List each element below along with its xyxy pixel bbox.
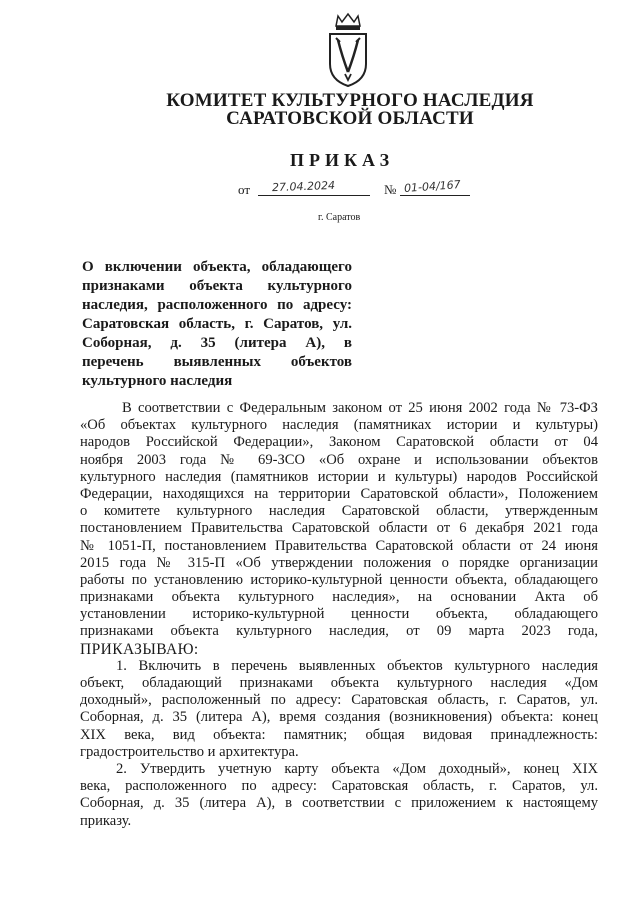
order-subject — [82, 258, 352, 391]
subject-line: Соборная, д. 35 (литера А), в — [82, 335, 352, 351]
body-line: Федерации, находящихся на территории Саратовской области», Положением — [80, 485, 598, 502]
city-label: г. Саратов — [318, 212, 361, 223]
handwritten-date: 27.04.2024 — [271, 178, 336, 195]
subject-line: признаками объекта культурного — [82, 278, 352, 294]
number-underline — [400, 195, 470, 196]
item1-line: градостроительство и архитектура. — [80, 743, 299, 760]
item1-line: Соборная, д. 35 (литера А), время создания (возникновения) объекта: конец — [80, 709, 598, 726]
subject-line: наследия, расположенного по адресу: — [82, 297, 352, 313]
item2-line: Соборная, д. 35 (литера А), в соответствии с приложением к настоящему — [80, 795, 598, 812]
body-line: В соответствии с Федеральным законом от 25 июня 2002 года № 73-ФЗ — [122, 400, 598, 416]
body-line: постановлением Правительства Саратовской области от 6 декабря 2021 года — [80, 520, 598, 537]
order-word: ПРИКАЗЫВАЮ: — [80, 640, 199, 658]
date-underline — [258, 195, 370, 196]
body-line: народов Российской Федерации», Законом Саратовской области от 04 — [80, 434, 598, 451]
handwritten-number: 01-04/167 — [403, 178, 462, 195]
subject-line: Саратовская область, г. Саратов, ул. — [82, 316, 352, 332]
organization-name-line2: САРАТОВСКОЙ ОБЛАСТИ — [226, 108, 474, 129]
body-line: признаками объекта культурного наследия, от 09 марта 2023 года, — [80, 623, 598, 640]
item2-line: 2. Утвердить учетную карту объекта «Дом доходный», конец XIX — [116, 760, 598, 777]
item2-line: века, расположенного по адресу: Саратовская область, г. Саратов, ул. — [80, 778, 598, 795]
body-line: установлении историко-культурной ценности объекта, обладающего — [80, 606, 598, 623]
coat-of-arms-icon — [326, 12, 370, 88]
item1-line: XIX века, вид объекта: памятник; общая видовая принадлежность: — [80, 726, 598, 743]
subject-line: перечень выявленных объектов — [82, 354, 352, 370]
body-line: культурного наследия (памятников истории и культуры) народов Российской — [80, 468, 598, 485]
item2-line: приказу. — [80, 812, 132, 829]
body-line: 2015 года № 315-П «Об утверждении положения о порядке организации — [80, 554, 598, 571]
organization-name-line1: КОМИТЕТ КУЛЬТУРНОГО НАСЛЕДИЯ — [166, 90, 534, 111]
subject-line: О включении объекта, обладающего — [82, 259, 352, 275]
body-line: работы по установлению историко-культурной ценности объекта, обладающего — [80, 571, 598, 588]
body-line: ноября 2003 года № 69-ЗСО «Об охране и использовании объектов — [80, 451, 598, 468]
item1-line: доходный», расположенный по адресу: Саратовская область, г. Саратов, ул. — [80, 692, 598, 709]
body-line: о комитете культурного наследия Саратовской области, утвержденным — [80, 503, 598, 520]
item1-line: 1. Включить в перечень выявленных объектов культурного наследия — [116, 657, 598, 674]
body-line: «Об объектах культурного наследия (памятниках истории и культуры) — [80, 417, 598, 434]
document-type-title: ПРИКАЗ — [290, 150, 395, 170]
item1-line: объект, обладающий признаками объекта культурного наследия «Дом — [80, 675, 598, 691]
subject-line: культурного наследия — [82, 373, 233, 389]
order-body — [80, 400, 598, 830]
body-line: признаками объекта культурного наследия», на основании Акта об — [80, 589, 598, 606]
number-label: № — [384, 182, 397, 197]
from-label: от — [238, 182, 251, 197]
body-line: № 1051-П, постановлением Правительства Саратовской области от 24 июня — [80, 537, 598, 554]
date-number-line — [238, 180, 478, 202]
